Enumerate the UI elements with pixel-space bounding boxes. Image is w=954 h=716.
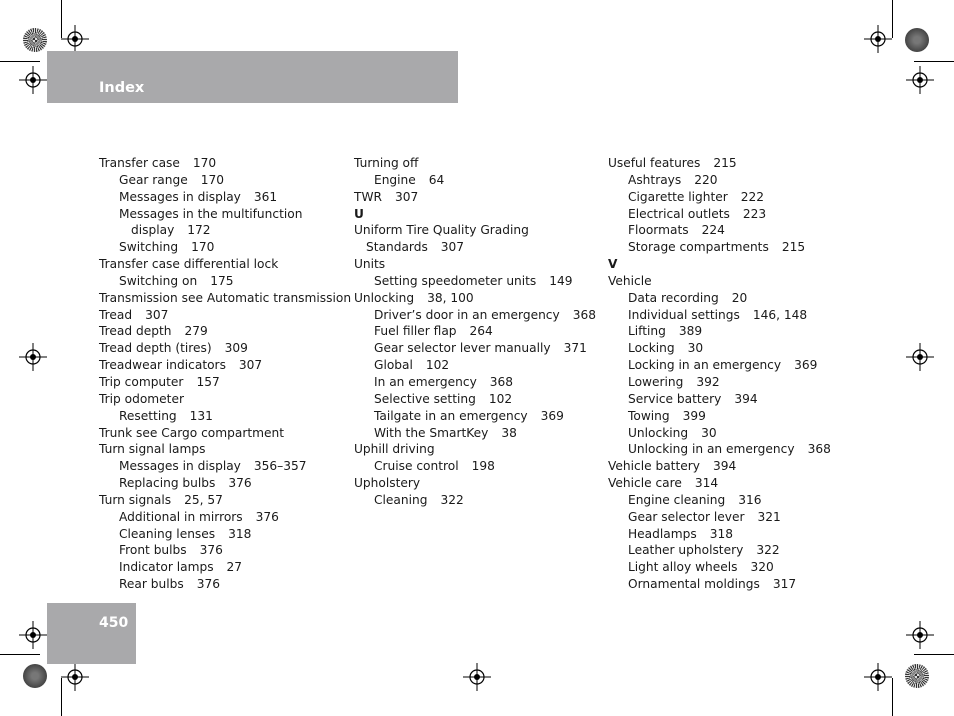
index-subentry — [354, 492, 596, 509]
entry-page-ref[interactable]: 149 — [549, 273, 573, 288]
index-subentry — [99, 189, 351, 206]
index-subentry — [354, 391, 596, 408]
entry-term: Unlocking — [354, 290, 415, 305]
entry-page-ref[interactable]: 307 — [440, 240, 465, 255]
entry-page-ref[interactable]: 361 — [253, 189, 278, 204]
entry-page-ref[interactable]: 394 — [712, 459, 737, 474]
index-subentry — [99, 475, 351, 492]
entry-page-ref[interactable]: 222 — [740, 189, 765, 204]
entry-page-ref[interactable]: 322 — [440, 492, 464, 507]
index-subentry — [608, 391, 831, 408]
entry-term: In an emergency — [374, 374, 477, 389]
entry-term: Headlamps — [628, 526, 697, 541]
entry-term: Unlocking in an emergency — [628, 442, 795, 457]
entry-term: Vehicle care — [608, 476, 682, 491]
page-number-box — [47, 603, 136, 664]
entry-page-ref[interactable]: 368 — [572, 307, 596, 322]
registration-mark-icon — [463, 663, 491, 691]
entry-page-ref[interactable]: 223 — [742, 206, 767, 221]
entry-page-ref[interactable]: 172 — [187, 223, 211, 238]
entry-term: Service battery — [628, 391, 722, 406]
entry-term: Fuel filler flap — [374, 324, 457, 339]
entry-page-ref[interactable]: 220 — [694, 172, 718, 187]
index-entry — [354, 155, 596, 172]
entry-term: Electrical outlets — [628, 206, 730, 221]
entry-term: Locking in an emergency — [628, 358, 782, 373]
entry-page-ref[interactable]: 318 — [228, 526, 252, 541]
registration-mark-icon — [906, 343, 934, 371]
entry-term: Towing — [628, 408, 670, 423]
entry-term: Replacing bulbs — [119, 476, 216, 491]
header-band — [47, 51, 458, 103]
index-column-2 — [354, 155, 596, 509]
entry-term: Rear bulbs — [119, 577, 184, 592]
index-entry — [608, 273, 831, 290]
entry-term: Indicator lamps — [119, 560, 214, 575]
index-subentry — [608, 408, 831, 425]
entry-page-ref[interactable]: 170 — [200, 172, 224, 187]
entry-term: Floormats — [628, 223, 689, 238]
entry-page-ref[interactable]: 30 — [687, 341, 704, 356]
index-subentry — [608, 492, 831, 509]
index-subentry — [99, 206, 351, 223]
entry-term: Gear selector lever manually — [374, 341, 551, 356]
registration-mark-icon — [864, 25, 892, 53]
index-entry — [99, 323, 351, 340]
entry-term: Uniform Tire Quality Grading — [354, 223, 529, 238]
entry-term: TWR — [354, 189, 382, 204]
entry-page-ref[interactable]: 392 — [696, 374, 720, 389]
entry-page-ref[interactable]: 198 — [471, 459, 495, 474]
entry-page-ref[interactable]: 307 — [145, 307, 169, 322]
index-subentry — [608, 509, 831, 526]
index-subentry — [99, 509, 351, 526]
index-entry — [354, 222, 596, 239]
entry-term: Messages in display — [119, 189, 241, 204]
entry-page-ref[interactable]: 30 — [701, 425, 717, 440]
entry-term: Vehicle — [608, 273, 652, 288]
entry-term: Units — [354, 257, 386, 272]
crop-mark — [892, 0, 893, 38]
entry-term: Turn signal lamps — [99, 442, 206, 457]
index-subentry — [99, 559, 351, 576]
entry-term: Vehicle battery — [608, 459, 700, 474]
entry-term: Switching — [119, 240, 179, 255]
entry-term: Standards — [366, 240, 428, 255]
index-column-3 — [608, 155, 831, 593]
color-rosette-icon — [23, 28, 47, 52]
entry-page-ref[interactable]: 318 — [709, 526, 733, 541]
index-subentry — [608, 307, 831, 324]
entry-page-ref[interactable]: 307 — [238, 358, 263, 373]
crop-mark — [0, 654, 40, 655]
index-subentry — [608, 206, 831, 223]
entry-page-ref[interactable]: 376 — [199, 543, 223, 558]
entry-term: Tread — [99, 307, 133, 322]
entry-term: Lowering — [628, 374, 684, 389]
entry-term: Transfer case differential lock — [99, 257, 279, 272]
entry-term: Uphill driving — [354, 442, 435, 457]
entry-term: Front bulbs — [119, 543, 187, 558]
index-subentry — [608, 239, 831, 256]
entry-page-ref[interactable]: 157 — [196, 374, 220, 389]
index-subentry — [608, 222, 831, 239]
index-entry — [99, 290, 351, 307]
entry-page-ref[interactable]: 64 — [428, 172, 445, 187]
index-subentry — [608, 526, 831, 543]
index-subentry — [99, 576, 351, 593]
index-subentry — [608, 323, 831, 340]
entry-page-ref[interactable]: 369 — [794, 358, 818, 373]
entry-page-ref[interactable]: 317 — [772, 577, 797, 592]
entry-page-ref[interactable]: 175 — [210, 273, 234, 288]
index-subentry — [99, 458, 351, 475]
index-subentry — [354, 273, 596, 290]
crop-mark — [914, 654, 954, 655]
entry-page-ref[interactable]: 320 — [750, 560, 774, 575]
index-subentry — [99, 273, 351, 290]
index-subentry — [354, 425, 596, 442]
entry-term: Transmission see Automatic transmission — [99, 290, 352, 305]
entry-term: Turning off — [354, 156, 419, 170]
index-entry — [99, 425, 351, 442]
entry-page-ref[interactable]: 356–357 — [253, 459, 307, 474]
registration-mark-icon — [19, 343, 47, 371]
entry-page-ref[interactable]: 399 — [682, 408, 706, 423]
entry-page-ref[interactable]: 321 — [757, 509, 781, 524]
index-entry — [99, 340, 351, 357]
entry-term: Transfer case — [99, 156, 180, 170]
section-letter — [608, 256, 831, 273]
entry-term: Global — [374, 358, 413, 373]
page-number: 450 — [99, 615, 129, 631]
page-title: Index — [99, 80, 145, 96]
entry-term: Treadwear indicators — [99, 358, 226, 373]
registration-mark-icon — [19, 66, 47, 94]
entry-page-ref[interactable]: 215 — [781, 240, 806, 255]
entry-term: display — [131, 223, 175, 238]
entry-term: Setting speedometer units — [374, 273, 537, 288]
index-subentry — [608, 172, 831, 189]
entry-term: Unlocking — [628, 425, 689, 440]
index-entry — [354, 290, 596, 307]
entry-page-ref[interactable]: 25, 57 — [184, 492, 223, 507]
entry-term: Engine — [374, 172, 416, 187]
index-entry — [608, 458, 831, 475]
entry-term: Gear selector lever — [628, 509, 745, 524]
entry-page-ref[interactable]: 131 — [189, 408, 213, 423]
index-entry — [354, 189, 596, 206]
color-rosette-icon — [905, 28, 929, 52]
index-subentry — [354, 458, 596, 475]
index-subentry — [354, 239, 596, 256]
index-subentry — [354, 323, 596, 340]
registration-mark-icon — [906, 66, 934, 94]
entry-page-ref[interactable]: 170 — [191, 240, 215, 255]
index-subentry — [354, 340, 596, 357]
entry-page-ref[interactable]: 27 — [226, 560, 243, 575]
entry-page-ref[interactable]: 316 — [738, 492, 762, 507]
index-subentry — [608, 290, 831, 307]
index-entry — [354, 441, 596, 458]
entry-term: Lifting — [628, 324, 666, 339]
index-subentry — [608, 576, 831, 593]
index-subentry — [608, 340, 831, 357]
entry-page-ref[interactable]: 371 — [563, 341, 587, 356]
crop-mark — [0, 61, 40, 62]
index-entry — [99, 357, 351, 374]
index-subentry — [99, 172, 351, 189]
entry-term: Ornamental moldings — [628, 577, 760, 592]
index-subentry — [354, 374, 596, 391]
registration-mark-icon — [61, 663, 89, 691]
entry-term: Leather upholstery — [628, 543, 744, 558]
index-subentry — [608, 357, 831, 374]
entry-term: Upholstery — [354, 476, 421, 491]
index-entry — [354, 256, 596, 273]
index-subentry — [99, 222, 351, 239]
index-subentry — [354, 307, 596, 324]
entry-page-ref[interactable]: 389 — [678, 324, 703, 339]
entry-page-ref[interactable]: 314 — [694, 476, 719, 491]
index-subentry — [608, 542, 831, 559]
entry-page-ref[interactable]: 146, 148 — [752, 307, 808, 322]
entry-term: Ashtrays — [628, 172, 682, 187]
entry-term: With the SmartKey — [374, 425, 489, 440]
section-letter — [354, 206, 596, 223]
entry-term: Cruise control — [374, 459, 459, 474]
entry-page-ref[interactable]: 309 — [224, 341, 248, 356]
entry-page-ref[interactable]: 215 — [713, 156, 737, 170]
entry-term: Useful features — [608, 156, 701, 170]
entry-term: Turn signals — [99, 492, 172, 507]
entry-page-ref[interactable]: 224 — [701, 223, 725, 238]
index-subentry — [354, 357, 596, 374]
entry-term: Cleaning — [374, 492, 428, 507]
entry-page-ref[interactable]: 369 — [540, 408, 564, 423]
entry-page-ref[interactable]: 264 — [469, 324, 493, 339]
entry-page-ref[interactable]: 376 — [255, 509, 279, 524]
entry-term: Storage compartments — [628, 240, 769, 255]
index-entry — [99, 492, 351, 509]
index-subentry — [608, 425, 831, 442]
entry-term: Locking — [628, 341, 675, 356]
registration-mark-icon — [19, 621, 47, 649]
index-entry — [99, 307, 351, 324]
index-subentry — [99, 239, 351, 256]
entry-page-ref[interactable]: 322 — [756, 543, 780, 558]
index-entry — [354, 475, 596, 492]
entry-term: Trunk see Cargo compartment — [99, 425, 285, 440]
entry-term: Light alloy wheels — [628, 560, 738, 575]
entry-term: Selective setting — [374, 391, 476, 406]
entry-page-ref[interactable]: 307 — [394, 189, 419, 204]
entry-term: Messages in display — [119, 459, 241, 474]
color-rosette-icon — [23, 664, 47, 688]
entry-term: Trip computer — [99, 374, 184, 389]
entry-term: Resetting — [119, 408, 177, 423]
index-entry — [608, 475, 831, 492]
crop-mark — [892, 678, 893, 716]
index-entry — [99, 256, 351, 273]
entry-term: Gear range — [119, 172, 188, 187]
index-subentry — [608, 189, 831, 206]
index-entry — [99, 441, 351, 458]
registration-mark-icon — [906, 621, 934, 649]
entry-page-ref[interactable]: 170 — [192, 156, 217, 170]
index-subentry — [608, 559, 831, 576]
entry-page-ref[interactable]: 279 — [184, 324, 208, 339]
entry-term: Switching on — [119, 273, 198, 288]
index-subentry — [99, 542, 351, 559]
entry-term: Driver’s door in an emergency — [374, 307, 560, 322]
entry-term: Data recording — [628, 290, 719, 305]
index-subentry — [608, 374, 831, 391]
entry-page-ref[interactable]: 394 — [734, 391, 758, 406]
entry-term: Trip odometer — [99, 391, 184, 406]
registration-mark-icon — [864, 663, 892, 691]
entry-page-ref[interactable]: 102 — [488, 391, 513, 406]
entry-term: Cleaning lenses — [119, 526, 216, 541]
section-letter-text: U — [354, 206, 364, 221]
entry-term: Tread depth (tires) — [99, 341, 212, 356]
crop-mark — [914, 61, 954, 62]
index-entry — [99, 391, 351, 408]
index-entry — [608, 155, 831, 172]
entry-term: Individual settings — [628, 307, 740, 322]
index-entry — [99, 374, 351, 391]
index-subentry — [99, 408, 351, 425]
entry-term: Tread depth — [99, 324, 172, 339]
entry-page-ref[interactable]: 376 — [228, 476, 252, 491]
index-subentry — [608, 441, 831, 458]
index-column-1 — [99, 155, 351, 593]
entry-term: Tailgate in an emergency — [374, 408, 528, 423]
entry-term: Engine cleaning — [628, 492, 726, 507]
index-subentry — [354, 172, 596, 189]
registration-mark-icon — [61, 25, 89, 53]
entry-term: Cigarette lighter — [628, 189, 728, 204]
entry-page-ref[interactable]: 20 — [731, 290, 748, 305]
entry-page-ref[interactable]: 102 — [425, 358, 450, 373]
index-subentry — [99, 526, 351, 543]
entry-page-ref[interactable]: 368 — [807, 442, 831, 457]
entry-page-ref[interactable]: 38 — [501, 425, 517, 440]
entry-term: Additional in mirrors — [119, 509, 243, 524]
index-subentry — [354, 408, 596, 425]
entry-page-ref[interactable]: 368 — [489, 374, 514, 389]
entry-page-ref[interactable]: 376 — [196, 577, 220, 592]
entry-page-ref[interactable]: 38, 100 — [427, 290, 474, 305]
index-entry — [99, 155, 351, 172]
entry-term: Messages in the multifunction — [119, 206, 303, 221]
color-rosette-icon — [905, 664, 929, 688]
section-letter-text: V — [608, 257, 618, 272]
